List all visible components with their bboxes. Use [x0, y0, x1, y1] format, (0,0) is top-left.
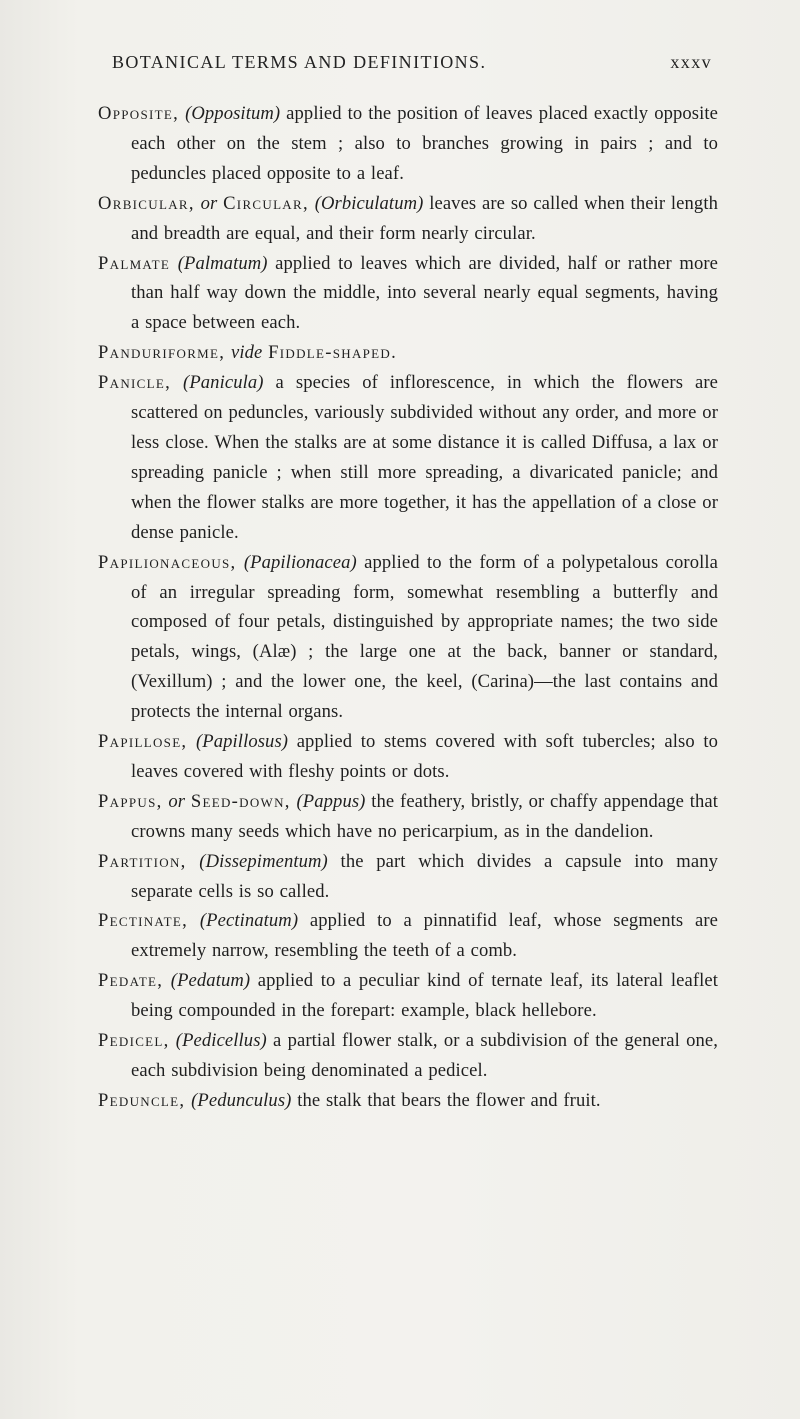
entry-term: Palmate	[98, 252, 171, 274]
entry-definition: applied to stems covered with soft tubercles; also to leaves covered with fleshy points or dots.	[131, 731, 718, 782]
entry-term: Papilionaceous,	[98, 551, 237, 573]
glossary-entry	[98, 1026, 718, 1086]
glossary-entry	[98, 249, 718, 339]
entry-connector: vide	[225, 342, 269, 364]
page-number: xxxv	[670, 52, 712, 72]
entry-term: Pappus,	[98, 790, 163, 812]
entry-definition: a partial flower stalk, or a subdivision of the general one, each subdivision being denominated a pedicel.	[131, 1030, 718, 1081]
entry-latin-name: (Pedunculus)	[185, 1089, 292, 1111]
entry-latin-name: (Pappus)	[290, 790, 366, 812]
entry-definition: applied to leaves which are divided, half or rather more than half way down the middle, into several nearly equal segments, having a space between each.	[131, 252, 719, 334]
entry-latin-name: (Orbiculatum)	[308, 192, 424, 214]
entry-definition: applied to the form of a polypetalous corolla of an irregular spreading form, somewhat resembling a butterfly and composed of four petals, distinguished by appropriate names; the two side petals, wings, (Alæ) ; the large one at the back, banner or standard, (Vexillum) ; and the lower one, the keel, (Carina)—the last contains and protects the internal organs.	[131, 551, 718, 723]
glossary-entry	[98, 787, 718, 847]
entry-latin-name: (Palmatum)	[170, 252, 268, 274]
running-head	[112, 52, 712, 82]
entry-latin-name: (Dissepimentum)	[186, 850, 328, 872]
glossary-entry	[98, 1086, 718, 1116]
entry-definition: applied to a pinnatifid leaf, whose segments are extremely narrow, resembling the teeth of a comb.	[131, 910, 718, 962]
entry-definition: the stalk that bears the flower and fruit.	[291, 1089, 601, 1111]
glossary-entry	[98, 966, 718, 1026]
entry-latin-name: (Oppositum)	[185, 103, 281, 124]
entry-term: Orbicular,	[98, 192, 195, 214]
entry-latin-name: (Pedatum)	[163, 970, 251, 992]
glossary-entry	[98, 847, 718, 907]
entry-latin-name: (Pectinatum)	[188, 910, 299, 932]
entry-latin-name: (Papillosus)	[187, 731, 289, 753]
entry-connector: or	[194, 192, 224, 214]
entry-definition: a species of inflorescence, in which the flowers are scattered on peduncles, variously subdivided without any order, and more or less close. When the stalks are at some distance it is called Diffusa, a lax or spreading panicle ; when still more spreading, a divaricated panicle; and when the flower stalks are more together, it has the appellation of a close or dense panicle.	[131, 372, 719, 543]
glossary-entry	[98, 548, 718, 727]
entry-term: Pedate,	[98, 970, 164, 992]
glossary-entry	[98, 727, 718, 787]
entry-definition: leaves are so called when their length and breadth are equal, and their form nearly circular.	[131, 192, 718, 244]
glossary-entry	[98, 338, 718, 368]
entry-alt-term: Seed-down,	[190, 790, 291, 812]
entry-definition: the feathery, bristly, or chaffy appendage that crowns many seeds which have no pericarpium, as in the dandelion.	[131, 790, 719, 842]
entry-term: Opposite,	[98, 103, 180, 124]
entry-definition: the part which divides a capsule into many separate cells is so called.	[131, 850, 718, 902]
entry-definition: applied to the position of leaves placed exactly opposite each other on the stem ; also to branches growing in pairs ; and to peduncles placed opposite to a leaf.	[131, 103, 719, 184]
entry-definition: applied to a peculiar kind of ternate leaf, its lateral leaflet being compounded in the forepart: example, black hellebore.	[131, 970, 718, 1022]
entry-term: Panduriforme,	[98, 342, 226, 364]
entry-latin-name: (Papilionacea)	[236, 551, 357, 573]
glossary-entry	[98, 906, 718, 966]
entry-term: Papillose,	[98, 731, 188, 753]
entry-term: Pedicel,	[98, 1030, 170, 1052]
glossary-entry	[98, 99, 718, 189]
entry-latin-name: (Pedicellus)	[169, 1030, 267, 1052]
entry-term: Panicle,	[98, 372, 172, 394]
entry-latin-name: (Panicula)	[171, 372, 264, 394]
glossary-entry	[98, 368, 718, 547]
glossary-entries	[98, 99, 718, 1116]
running-title: BOTANICAL TERMS AND DEFINITIONS.	[112, 52, 487, 72]
glossary-entry	[98, 189, 718, 249]
entry-term: Peduncle,	[98, 1089, 186, 1111]
entry-term: Pectinate,	[98, 910, 189, 932]
entry-alt-term: Circular,	[223, 192, 309, 214]
entry-alt-term: Fiddle-shaped.	[268, 342, 398, 364]
entry-term: Partition,	[98, 850, 187, 872]
entry-connector: or	[162, 790, 191, 812]
